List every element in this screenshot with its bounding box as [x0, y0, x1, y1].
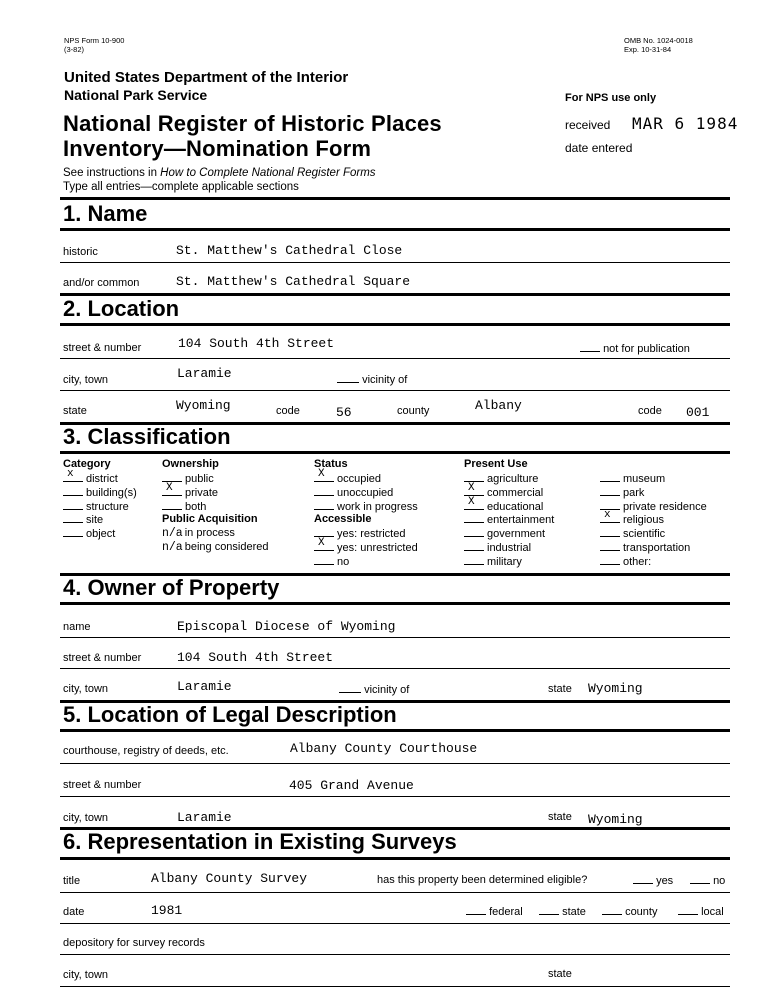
checkbox-blank[interactable]	[63, 486, 83, 496]
checkbox-blank[interactable]	[314, 486, 334, 496]
na-mark: n/a	[162, 540, 183, 554]
checkbox-blank[interactable]	[464, 513, 484, 523]
county-label: county	[397, 405, 430, 417]
option-label: occupied	[337, 473, 382, 485]
instructions-line2: Type all entries—complete applicable sections	[63, 181, 299, 193]
checkbox-blank[interactable]	[314, 500, 334, 510]
divider	[60, 857, 730, 860]
level-federal: federal	[466, 905, 523, 918]
depository-label: depository for survey records	[63, 937, 205, 949]
department: United States Department of the Interior	[64, 69, 349, 86]
common-name: St. Matthew's Cathedral Square	[176, 274, 411, 289]
divider	[60, 228, 730, 231]
checkbox-blank[interactable]	[464, 541, 484, 551]
acquisition-option[interactable]	[162, 541, 269, 555]
form-title-line1: National Register of Historic Places	[63, 111, 442, 136]
checkbox-blank[interactable]	[464, 495, 484, 510]
street-value: 104 South 4th Street	[178, 336, 335, 351]
checkbox-blank[interactable]	[600, 509, 620, 523]
divider	[60, 763, 730, 764]
divider	[60, 729, 730, 732]
checkbox-blank[interactable]	[464, 555, 484, 565]
option-label: entertainment	[487, 514, 555, 527]
status-option[interactable]	[314, 486, 418, 500]
survey-date-value: 1981	[151, 903, 183, 918]
option-label: being considered	[184, 540, 269, 553]
form-revision: (3-82)	[64, 45, 85, 54]
option-label: in process	[184, 527, 235, 539]
option-label: unoccupied	[337, 486, 394, 499]
option-label: religious	[623, 514, 664, 527]
survey-title-label: title	[63, 875, 81, 887]
divider	[60, 637, 730, 638]
status-option[interactable]	[314, 500, 418, 514]
option-label: both	[185, 500, 207, 513]
checkbox-blank[interactable]	[314, 527, 334, 537]
expiration: Exp. 10-31-84	[624, 45, 672, 54]
ownership-option[interactable]	[162, 500, 218, 514]
present-use-option[interactable]	[464, 527, 554, 541]
option-label: military	[487, 555, 522, 568]
checkbox-blank[interactable]	[314, 536, 334, 551]
owner-name-value: Episcopal Diocese of Wyoming	[177, 619, 396, 634]
status-options	[314, 468, 418, 513]
state-value: Wyoming	[176, 398, 231, 413]
check-mark: X	[318, 536, 325, 549]
option-label: government	[487, 528, 546, 541]
owner-city-label: city, town	[63, 683, 109, 695]
divider	[60, 668, 730, 669]
agency: National Park Service	[64, 87, 208, 103]
option-label: private	[185, 486, 219, 499]
checkbox-blank[interactable]	[600, 541, 620, 551]
ownership-option[interactable]	[162, 481, 219, 500]
nps-use-only: For NPS use only	[565, 92, 657, 104]
present-use-option[interactable]	[600, 555, 707, 569]
county-value: Albany	[475, 398, 522, 413]
checkbox-blank[interactable]	[63, 500, 83, 510]
section-4-heading: 4. Owner of Property	[63, 575, 280, 600]
category-options	[63, 468, 137, 541]
checkbox-blank[interactable]	[600, 472, 620, 482]
checkbox-blank[interactable]	[600, 500, 620, 510]
divider	[60, 262, 730, 263]
option-label: work in progress	[337, 500, 418, 513]
accessible-heading: Accessible	[314, 513, 372, 525]
county-code-value: 001	[686, 405, 710, 420]
check-mark: x	[67, 468, 74, 480]
present-use-options-2	[600, 472, 707, 569]
legal-city-value: Laramie	[177, 810, 232, 825]
option-label: object	[86, 528, 116, 541]
present-use-option[interactable]	[600, 472, 707, 486]
depository-state-label: state	[548, 968, 572, 980]
street-label: street & number	[63, 342, 142, 354]
option-label: yes: restricted	[337, 528, 406, 540]
accessible-option[interactable]	[314, 536, 418, 555]
checkbox-blank[interactable]	[63, 513, 83, 523]
category-option[interactable]	[63, 486, 137, 500]
legal-street-label: street & number	[63, 779, 142, 791]
omb-number: OMB No. 1024-0018	[624, 36, 693, 45]
legal-street-value: 405 Grand Avenue	[289, 778, 414, 793]
common-name-label: and/or common	[63, 277, 140, 289]
present-use-options-1	[464, 472, 554, 569]
owner-vicinity: vicinity of	[339, 683, 409, 696]
divider	[60, 954, 730, 955]
level-local: local	[678, 905, 724, 918]
section-3-heading: 3. Classification	[63, 424, 231, 449]
eligible-question: has this property been determined eligible?	[377, 874, 588, 886]
checkbox-blank[interactable]	[162, 472, 182, 482]
category-option[interactable]	[63, 513, 137, 527]
instructions-line1: See instructions in How to Complete National Register Forms	[63, 167, 376, 179]
option-label: site	[86, 514, 104, 527]
section-1-heading: 1. Name	[63, 201, 148, 226]
acquisition-options	[162, 527, 269, 555]
accessible-option[interactable]	[314, 527, 418, 541]
option-label: private residence	[623, 500, 707, 513]
category-option[interactable]	[63, 527, 137, 541]
option-label: no	[337, 555, 350, 568]
owner-street-label: street & number	[63, 652, 142, 664]
checkbox-blank[interactable]	[63, 527, 83, 537]
category-option[interactable]	[63, 500, 137, 514]
option-label: educational	[487, 500, 544, 513]
owner-state-label: state	[548, 683, 572, 695]
divider	[60, 390, 730, 391]
legal-city-label: city, town	[63, 812, 109, 824]
not-for-publication: not for publication	[580, 342, 690, 355]
city-label: city, town	[63, 374, 109, 386]
divider	[60, 197, 730, 200]
status-heading: Status	[314, 458, 348, 470]
option-label: structure	[86, 500, 129, 513]
state-label: state	[63, 405, 87, 417]
divider	[60, 796, 730, 797]
na-mark: n/a	[162, 527, 183, 540]
acquisition-option[interactable]	[162, 527, 269, 541]
present-use-option[interactable]	[600, 541, 707, 555]
courthouse-label: courthouse, registry of deeds, etc.	[63, 745, 229, 757]
present-use-option[interactable]	[600, 527, 707, 541]
check-mark: X	[166, 481, 173, 494]
check-mark: x	[604, 509, 611, 522]
checkbox-blank[interactable]	[600, 527, 620, 537]
level-state: state	[539, 905, 586, 918]
level-county: county	[602, 905, 657, 918]
checkbox-blank[interactable]	[162, 481, 182, 496]
option-label: public	[185, 473, 214, 485]
divider	[60, 986, 730, 987]
checkbox-blank[interactable]	[600, 486, 620, 496]
section-6-heading: 6. Representation in Existing Surveys	[63, 829, 457, 854]
check-mark: X	[468, 481, 475, 494]
option-label: agriculture	[487, 473, 539, 485]
section-2-heading: 2. Location	[63, 296, 180, 321]
eligible-yes: yes	[633, 874, 673, 887]
checkbox-blank[interactable]	[63, 468, 83, 482]
section-5-heading: 5. Location of Legal Description	[63, 702, 397, 727]
divider	[60, 323, 730, 326]
present-use-option[interactable]	[600, 486, 707, 500]
owner-city-value: Laramie	[177, 679, 232, 694]
present-use-option[interactable]	[464, 472, 554, 486]
owner-street-value: 104 South 4th Street	[177, 650, 334, 665]
county-code-label: code	[638, 405, 662, 417]
option-label: building(s)	[86, 486, 137, 499]
state-code-value: 56	[336, 405, 352, 420]
legal-state-value: Wyoming	[588, 812, 643, 827]
public-acquisition-heading: Public Acquisition	[162, 513, 258, 525]
checkbox-blank[interactable]	[464, 472, 484, 482]
checkbox-blank[interactable]	[464, 481, 484, 496]
divider	[60, 602, 730, 605]
checkbox-blank[interactable]	[464, 527, 484, 537]
legal-state-label: state	[548, 811, 572, 823]
form-number: NPS Form 10-900	[64, 36, 125, 45]
historic-label: historic	[63, 246, 98, 258]
form-title-line2: Inventory—Nomination Form	[63, 136, 372, 161]
checkbox-blank[interactable]	[314, 468, 334, 482]
divider	[60, 451, 730, 454]
depository-city-label: city, town	[63, 969, 109, 981]
check-mark: X	[468, 495, 475, 508]
option-label: industrial	[487, 541, 532, 554]
eligible-no: no	[690, 874, 725, 887]
owner-name-label: name	[63, 621, 91, 633]
category-heading: Category	[63, 458, 111, 470]
owner-state-value: Wyoming	[588, 681, 643, 696]
received-label: received	[565, 118, 611, 132]
vicinity-of: vicinity of	[337, 373, 407, 386]
present-use-option[interactable]	[464, 541, 554, 555]
option-label: other:	[623, 555, 652, 568]
option-label: scientific	[623, 528, 666, 541]
category-option[interactable]	[63, 468, 137, 486]
option-label: park	[623, 486, 645, 499]
date-entered-label: date entered	[565, 141, 633, 155]
present-use-option[interactable]	[600, 500, 707, 514]
check-mark: X	[318, 468, 325, 480]
divider	[60, 358, 730, 359]
option-label: transportation	[623, 541, 691, 554]
present-use-heading: Present Use	[464, 458, 528, 470]
ownership-heading: Ownership	[162, 458, 219, 470]
city-value: Laramie	[177, 366, 232, 381]
accessible-options	[314, 527, 418, 568]
present-use-option[interactable]	[464, 495, 554, 514]
survey-date-label: date	[63, 906, 85, 918]
option-label: yes: unrestricted	[337, 541, 418, 554]
checkbox-blank[interactable]	[600, 555, 620, 565]
received-stamp: MAR 6 1984	[632, 114, 739, 133]
option-label: commercial	[487, 486, 544, 499]
accessible-option[interactable]	[314, 555, 418, 569]
present-use-option[interactable]	[600, 509, 707, 527]
divider	[60, 923, 730, 924]
ownership-options	[162, 472, 218, 513]
survey-title-value: Albany County Survey	[151, 871, 308, 886]
checkbox-blank[interactable]	[314, 555, 334, 565]
present-use-option[interactable]	[464, 555, 554, 569]
present-use-option[interactable]	[464, 481, 554, 500]
courthouse-value: Albany County Courthouse	[290, 741, 478, 756]
checkbox-blank[interactable]	[162, 500, 182, 510]
historic-name: St. Matthew's Cathedral Close	[176, 243, 403, 258]
present-use-option[interactable]	[464, 513, 554, 527]
divider	[60, 892, 730, 893]
state-code-label: code	[276, 405, 300, 417]
status-option[interactable]	[314, 468, 418, 486]
option-label: museum	[623, 473, 666, 485]
option-label: district	[86, 473, 118, 485]
